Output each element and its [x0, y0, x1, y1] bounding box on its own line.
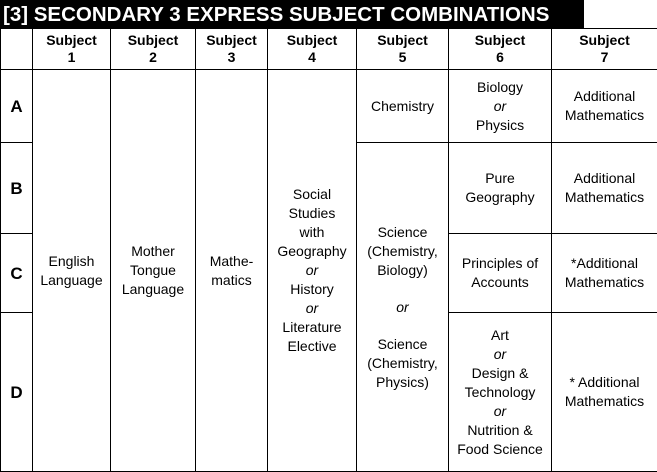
header-subject-7: Subject 7 [552, 29, 657, 70]
subject-6-cell-b: Pure Geography [449, 143, 552, 234]
subject-1-cell: English Language [33, 70, 111, 472]
subject-3-cell: Mathe- matics [196, 70, 268, 472]
subject-7-cell-c: *Additional Mathematics [552, 234, 657, 313]
row-label-c: C [1, 234, 33, 313]
subject-5-cell-a: Chemistry [357, 70, 449, 143]
page-title: [3] SECONDARY 3 EXPRESS SUBJECT COMBINATIONS [0, 0, 584, 29]
row-label-d: D [1, 313, 33, 472]
subject-combinations-table [0, 28, 657, 472]
subject-7-cell-a: Additional Mathematics [552, 70, 657, 143]
subject-6-cell-d: Art or Design & Technology or Nutrition & Food Science [449, 313, 552, 472]
subject-7-cell-d: * Additional Mathematics [552, 313, 657, 472]
subject-4-cell: Social Studies with Geography or History or Literature Elective [268, 70, 357, 472]
row-a [1, 70, 657, 143]
subject-5-cell-bcd: Science (Chemistry, Biology) or Science (Chemistry, Physics) [357, 143, 449, 472]
subject-2-cell: Mother Tongue Language [111, 70, 196, 472]
corner-cell [1, 29, 33, 70]
header-subject-3: Subject 3 [196, 29, 268, 70]
subject-6-cell-c: Principles of Accounts [449, 234, 552, 313]
header-subject-6: Subject 6 [449, 29, 552, 70]
subject-6-cell-a: Biology or Physics [449, 70, 552, 143]
header-subject-1: Subject 1 [33, 29, 111, 70]
row-label-b: B [1, 143, 33, 234]
header-subject-2: Subject 2 [111, 29, 196, 70]
header-subject-5: Subject 5 [357, 29, 449, 70]
header-subject-4: Subject 4 [268, 29, 357, 70]
row-label-a: A [1, 70, 33, 143]
subject-7-cell-b: Additional Mathematics [552, 143, 657, 234]
header-row [1, 29, 657, 70]
